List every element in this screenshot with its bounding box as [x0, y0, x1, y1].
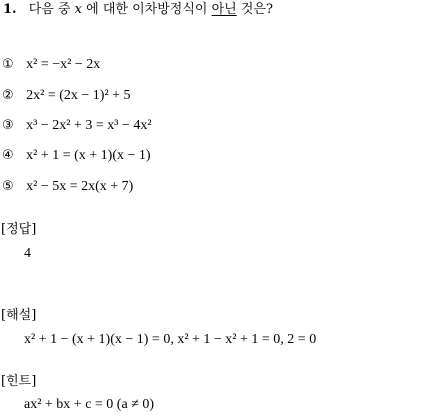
- choice-expression: x² = −x² − 2x: [26, 57, 101, 72]
- choice-number: ①: [2, 57, 14, 72]
- question-stem: [3, 2, 273, 18]
- choice-number: ⑤: [2, 179, 14, 194]
- choice-expression: 2x² = (2x − 1)² + 5: [26, 88, 131, 103]
- choice-number: ④: [2, 148, 14, 163]
- choice-expression: x² − 5x = 2x(x + 7): [26, 179, 134, 194]
- question-underlined-word: 아닌: [211, 2, 237, 17]
- question-text-middle: 에 대한 이차방정식이: [86, 2, 208, 17]
- choice-1[interactable]: [2, 57, 100, 73]
- hint-label: [힌트]: [1, 374, 37, 389]
- choice-expression: x² + 1 = (x + 1)(x − 1): [26, 148, 151, 163]
- choice-expression: x³ − 2x² + 3 = x³ − 4x²: [26, 118, 152, 133]
- question-text-after: 것은?: [240, 2, 273, 17]
- question-text-before: 다음 중: [28, 2, 71, 17]
- choice-3[interactable]: [2, 118, 152, 134]
- question-number: 1.: [3, 2, 17, 17]
- answer-value: 4: [24, 246, 31, 261]
- choice-4[interactable]: [2, 148, 151, 164]
- answer-label: [정답]: [1, 222, 37, 237]
- choice-2[interactable]: [2, 88, 131, 104]
- choice-number: ②: [2, 88, 14, 103]
- question-variable: x: [74, 2, 83, 17]
- explanation-label: [해설]: [1, 308, 37, 323]
- explanation-text: x² + 1 − (x + 1)(x − 1) = 0, x² + 1 − x² + 1 = 0, 2 = 0: [24, 332, 317, 347]
- choice-number: ③: [2, 118, 14, 133]
- hint-text: ax² + bx + c = 0 (a ≠ 0): [24, 397, 155, 412]
- choice-5[interactable]: [2, 179, 133, 195]
